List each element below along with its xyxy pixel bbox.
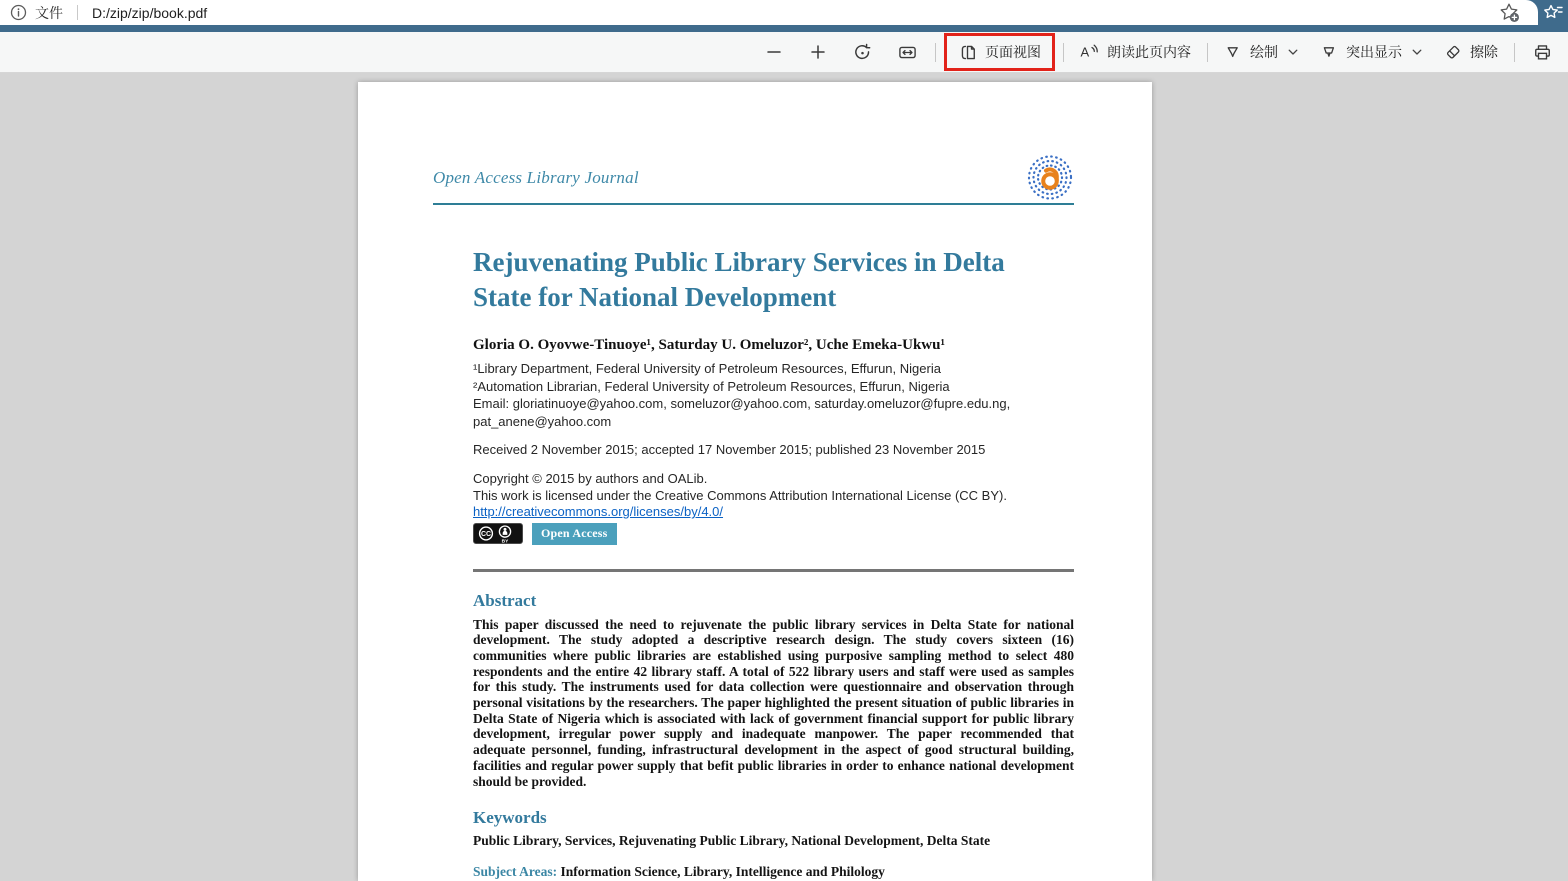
cc-by-badge[interactable] <box>473 523 523 544</box>
affiliations-block <box>473 360 1074 430</box>
read-aloud-button[interactable] <box>1069 32 1202 72</box>
copyright-block <box>473 471 1074 521</box>
authors-line: Gloria O. Oyovwe-Tinuoye¹, Saturday U. Omeluzor², Uche Emeka-Ukwu¹ <box>473 337 945 353</box>
highlight-button[interactable] <box>1309 32 1433 72</box>
license-link[interactable]: http://creativecommons.org/licenses/by/4.0/ <box>473 504 724 519</box>
highlight-label: 突出显示 <box>1346 44 1402 60</box>
page-view-label: 页面视图 <box>985 44 1041 60</box>
keywords-text: Public Library, Services, Rejuvenating Public Library, National Development, Delta State <box>473 833 991 849</box>
affiliation-2: ²Automation Librarian, Federal University of Petroleum Resources, Effurun, Nigeria <box>473 378 950 394</box>
zoom-out-button[interactable] <box>752 32 796 72</box>
section-divider <box>473 569 1074 572</box>
zoom-in-button[interactable] <box>796 32 840 72</box>
open-access-badge: Open Access <box>532 523 617 545</box>
pdf-viewer-canvas[interactable] <box>0 73 1568 881</box>
printer-icon <box>1533 43 1552 62</box>
read-aloud-icon <box>1080 43 1099 61</box>
titlebar-surface <box>0 0 1538 25</box>
highlight-chevron-down-icon[interactable] <box>1412 49 1422 56</box>
draw-pen-icon <box>1224 43 1242 61</box>
oalib-logo <box>1026 151 1074 204</box>
license-badges <box>473 523 1074 545</box>
toolbar-separator <box>935 43 936 62</box>
fit-to-width-button[interactable] <box>885 32 930 72</box>
journal-header <box>433 152 1074 205</box>
dates-line: Received 2 November 2015; accepted 17 November 2015; published 23 November 2015 <box>473 442 986 457</box>
add-favorite-icon[interactable] <box>1499 2 1520 23</box>
draw-chevron-down-icon[interactable] <box>1288 49 1298 56</box>
toolbar-separator <box>1207 43 1208 62</box>
svg-text:BY: BY <box>501 539 509 544</box>
browser-corner-panel <box>1538 0 1568 25</box>
affiliation-1: ¹Library Department, Federal University of Petroleum Resources, Effurun, Nigeria <box>473 361 941 376</box>
license-line: This work is licensed under the Creative Commons Attribution International License (CC BY). <box>473 487 1007 503</box>
subject-areas-line <box>473 864 1074 880</box>
abstract-heading: Abstract <box>473 590 537 610</box>
toolbar-separator <box>1063 43 1064 62</box>
page-view-highlight-box <box>944 33 1055 71</box>
keywords-heading: Keywords <box>473 808 547 828</box>
pdf-toolbar <box>0 32 1568 73</box>
titlebar-divider <box>77 5 78 20</box>
print-button[interactable] <box>1520 32 1565 72</box>
page-view-button[interactable] <box>947 36 1052 68</box>
erase-label: 擦除 <box>1470 44 1498 60</box>
toolbar-separator <box>1514 43 1515 62</box>
draw-label: 绘制 <box>1250 44 1278 60</box>
page-view-icon <box>958 43 977 62</box>
rotate-button[interactable] <box>840 32 885 72</box>
pdf-page <box>358 82 1152 881</box>
file-path[interactable]: D:/zip/zip/book.pdf <box>92 4 208 21</box>
draw-button[interactable] <box>1213 32 1309 72</box>
subject-areas-value: Information Science, Library, Intelligence and Philology <box>560 864 885 880</box>
svg-text:CC: CC <box>480 531 492 538</box>
paper-front-matter <box>473 245 1074 880</box>
favorites-bar-icon[interactable] <box>1543 3 1563 23</box>
browser-titlebar <box>0 0 1568 25</box>
journal-name: Open Access Library Journal <box>433 167 639 187</box>
subject-areas-label: Subject Areas: <box>473 864 561 880</box>
paper-title: Rejuvenating Public Library Services in Delta State for National Development <box>473 247 1005 312</box>
eraser-icon <box>1444 43 1462 61</box>
info-icon[interactable] <box>10 4 27 21</box>
erase-button[interactable] <box>1433 32 1509 72</box>
copyright-line: Copyright © 2015 by authors and OALib. <box>473 471 708 486</box>
read-aloud-label: 朗读此页内容 <box>1107 44 1191 60</box>
highlighter-icon <box>1320 43 1338 61</box>
email-line: Email: gloriatinuoye@yahoo.com, someluzor@yahoo.com, saturday.omeluzor@fupre.edu.ng, pat_anene@yahoo.com <box>473 396 1011 429</box>
file-menu[interactable]: 文件 <box>35 4 63 21</box>
window-accent-strip <box>0 25 1568 32</box>
abstract-text: This paper discussed the need to rejuvenate the public library services in Delta State for national development. The study adopted a descriptive research design. The study covers sixteen (16) communities where public libraries are established using purposive sampling method to select 480 respondents and the entire 42 library staff. A total of 522 library users and staff were used as samples for this study. The instruments used for data collection were questionnaire and observation through personal visitations by the researchers. The paper highlighted the present situation of public libraries in Delta State of Nigeria which is associated with lack of government financial support for public library development, irregular power supply and inadequate manpower. The paper recommended that adequate personnel, funding, infrastructural development in the aspect of good structural building, facilities and regular power supply that befit public libraries in order to enhance national development should be provided. <box>473 616 1074 789</box>
svg-text:A: A <box>1080 44 1090 60</box>
